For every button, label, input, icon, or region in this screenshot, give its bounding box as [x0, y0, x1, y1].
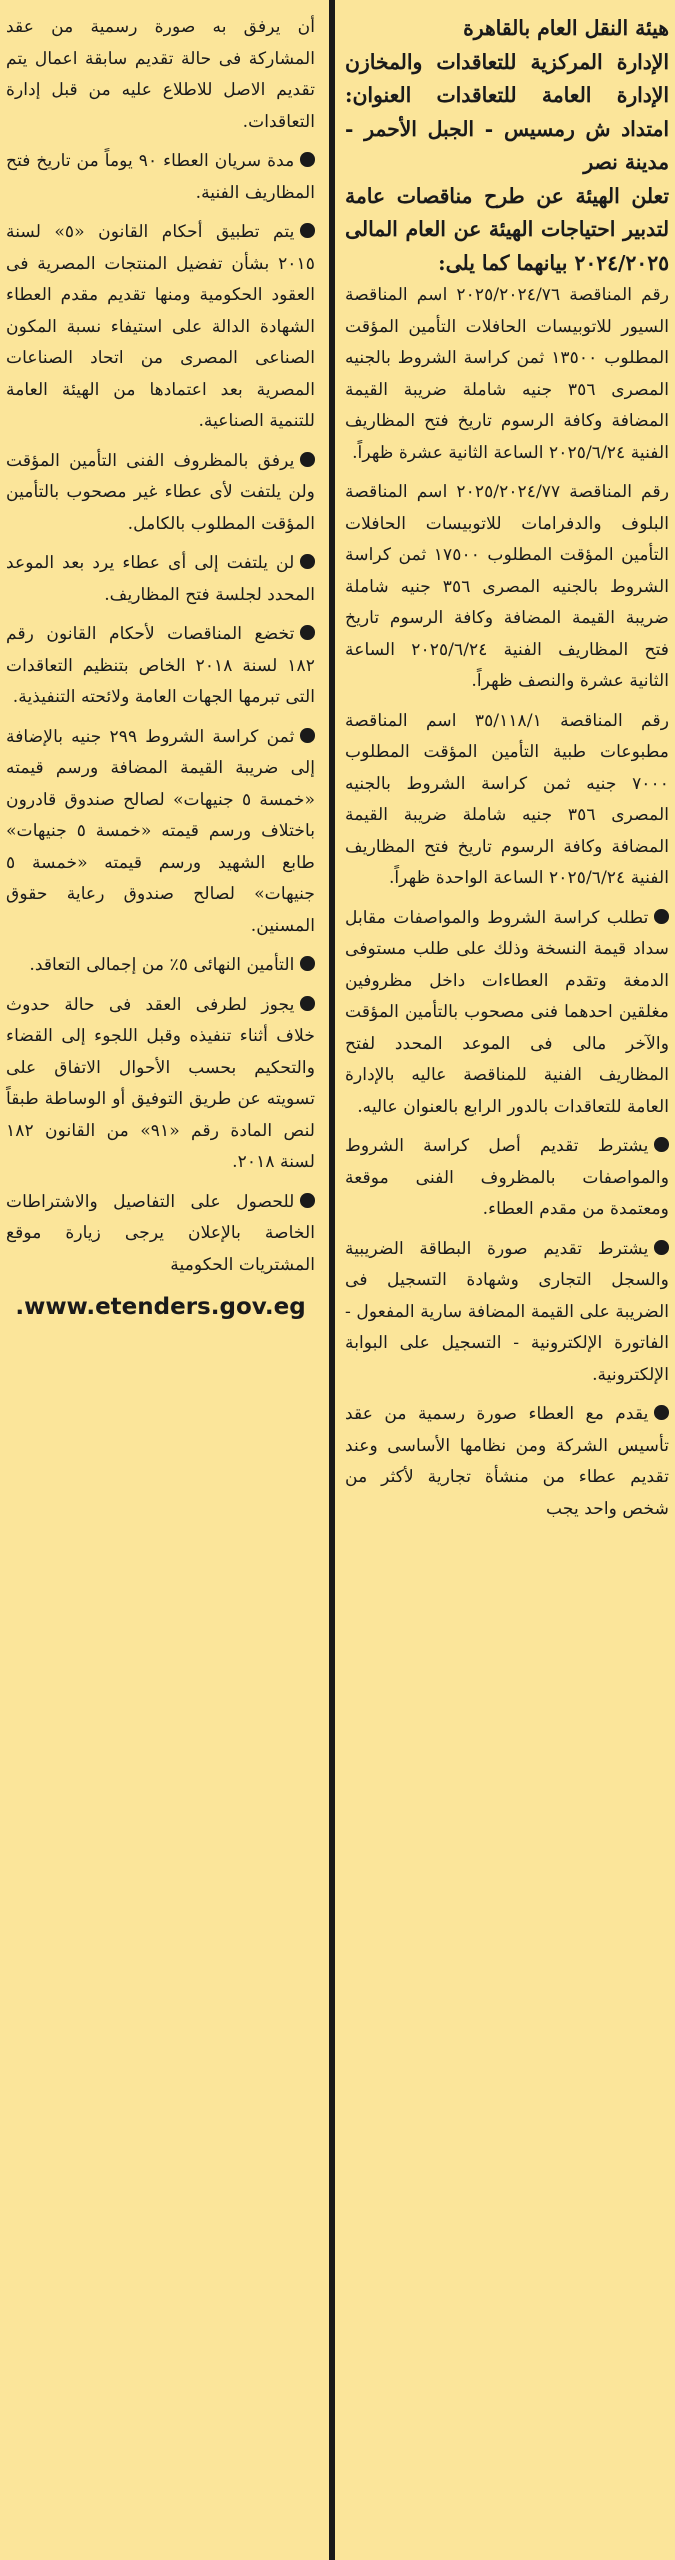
- partnership-contract: [6, 12, 315, 138]
- bullet-icon: [654, 1405, 669, 1420]
- paragraph-text: رقم المناقصة ٣٥/١١٨/١ اسم المناقصة مطبوعات طبية التأمين المؤقت المطلوب ٧٠٠٠ جنيه ثمن كراسة الشروط بالجنيه المصرى ٣٥٦ جنيه شاملة ضريبة القيمة المضافة وكافة الرسوم تاريخ فتح المظاريف الفنية ٢٠٢٥/٦/٢٤ الساعة الواحدة ظهراً.: [345, 710, 670, 888]
- dispute-settlement: [6, 990, 315, 1179]
- paragraph-text: يقدم مع العطاء صورة رسمية من عقد تأسيس الشركة ومن نظامها الأساسى وعند تقديم عطاء من منشأة تجارية لأكثر من شخص واحد يجب: [345, 1404, 669, 1519]
- condition-tax-card: [345, 1234, 669, 1392]
- booklet-price: [6, 722, 315, 943]
- paragraph-text: مدة سريان العطاء ٩٠ يوماً من تاريخ فتح المظاريف الفنية.: [6, 151, 315, 203]
- paragraph-text: يرفق بالمظروف الفنى التأمين المؤقت ولن يلتفت لأى عطاء غير مصحوب بالتأمين المؤقت المطلوب بالكامل.: [6, 450, 315, 534]
- condition-company-contract: [345, 1399, 669, 1525]
- announcement-header: [345, 12, 669, 280]
- bullet-icon: [300, 956, 315, 971]
- paragraph-text: أن يرفق به صورة رسمية من عقد المشاركة فى حالة تقديم سابقة اعمال يتم تقديم الاصل للاطلاع عليه من قبل إدارة التعاقدات.: [6, 17, 315, 132]
- paragraph-text: رقم المناقصة ٢٠٢٥/٢٠٢٤/٧٦ اسم المناقصة السيور للاتوبيسات الحافلات التأمين المؤقت المطلوب ١٣٥٠٠ ثمن كراسة الشروط بالجنيه المصرى ٣٥٦ جنيه شاملة ضريبة القيمة المضافة وكافة الرسوم تاريخ فتح المظاريف الفنية ٢٠٢٥/٦/٢٤ الساعة الثانية عشرة ظهراً.: [345, 285, 669, 463]
- offer-validity: [6, 146, 315, 209]
- late-offers: [6, 548, 315, 611]
- tender-35-118-1: [345, 706, 669, 895]
- bullet-icon: [300, 728, 315, 743]
- paragraph-text: تخضع المناقصات لأحكام القانون رقم ١٨٢ لسنة ٢٠١٨ الخاص بتنظيم التعاقدات التى تبرمها الجهات العامة ولائحته التنفيذية.: [6, 624, 315, 707]
- paragraph-text: يجوز لطرفى العقد فى حالة حدوث خلاف أثناء تنفيذه وقبل اللجوء إلى القضاء والتحكيم بحسب الأحوال الاتفاق على تسويته عن طريق التوفيق أو الوساطة طبقاً لنص المادة رقم «٩١» من القانون ١٨٢ لسنة ٢٠١٨.: [6, 994, 315, 1172]
- column-divider: [329, 0, 335, 2560]
- bullet-icon: [300, 152, 315, 167]
- bullet-icon: [654, 909, 669, 924]
- details-info: [6, 1187, 315, 1282]
- left-column: [0, 0, 325, 2560]
- bullet-icon: [300, 554, 315, 569]
- paragraph-text: تطلب كراسة الشروط والمواصفات مقابل سداد قيمة النسخة وذلك على طلب مستوفى الدمغة وتقدم العطاءات داخل مظروفين مغلقين احدهما فنى مصحوب بالتأمين المؤقت والآخر مالى فى الموعد المحدد لفتح المظاريف الفنية للمناقصة عاليه بالإدارة العامة للتعاقدات بالدور الرابع بالعنوان عاليه.: [345, 907, 669, 1117]
- paragraph-text: ثمن كراسة الشروط ٢٩٩ جنيه بالإضافة إلى ضريبة القيمة المضافة ورسم قيمته «خمسة ٥ جنيهات» لصالح صندوق قادرون باختلاف ورسم قيمته «خمسة ٥ جنيهات» طابع الشهيد ورسم قيمته «خمسة ٥ جنيهات» لصالح صندوق رعاية حقوق المسنين.: [6, 726, 316, 936]
- right-column-body: [345, 280, 669, 1525]
- tender-76: [345, 280, 669, 469]
- tender-77: [345, 477, 669, 698]
- paragraph-text: للحصول على التفاصيل والاشتراطات الخاصة بالإعلان يرجى زيارة موقع المشتريات الحكومية: [6, 1191, 315, 1275]
- bullet-icon: [300, 996, 315, 1011]
- condition-original-booklet: [345, 1131, 669, 1226]
- bullet-icon: [300, 223, 315, 238]
- etenders-link[interactable]: .www.etenders.gov.eg: [15, 1294, 306, 1320]
- condition-booklet-request: [345, 903, 669, 1124]
- temporary-insurance: [6, 446, 315, 541]
- paragraph-text: يشترط تقديم صورة البطاقة الضريبية والسجل التجارى وشهادة التسجيل فى الضريبة على القيمة المضافة سارية المفعول - الفاتورة الإلكترونية - التسجيل على البوابة الإلكترونية.: [345, 1238, 669, 1385]
- bullet-icon: [654, 1137, 669, 1152]
- bullet-icon: [300, 452, 315, 467]
- egyptian-products-law: [6, 217, 315, 438]
- law-182: [6, 619, 315, 714]
- paragraph-text: يشترط تقديم أصل كراسة الشروط والمواصفات بالمظروف الفنى موقعة ومعتمدة من مقدم العطاء.: [345, 1136, 669, 1219]
- bullet-icon: [300, 1193, 315, 1208]
- paragraph-text: التأمين النهائى ٥٪ من إجمالى التعاقد.: [29, 955, 295, 975]
- paragraph-text: لن يلتفت إلى أى عطاء يرد بعد الموعد المحدد لجلسة فتح المظاريف.: [6, 553, 315, 605]
- paragraph-text: رقم المناقصة ٢٠٢٥/٢٠٢٤/٧٧ اسم المناقصة البلوف والدفرامات للاتوبيسات الحافلات التأمين المؤقت المطلوب ١٧٥٠٠ ثمن كراسة الشروط بالجنيه المصرى ٣٥٦ جنيه شاملة ضريبة القيمة المضافة وكافة الرسوم تاريخ فتح المظاريف الفنية ٢٠٢٥/٦/٢٤ الساعة الثانية عشرة والنصف ظهراً.: [345, 482, 669, 691]
- final-insurance: [6, 950, 315, 982]
- department-address: الإدارة المركزية للتعاقدات والمخازن الإدارة العامة للتعاقدات العنوان: امتداد ش رمسيس - الجبل الأحمر - مدينة نصر: [345, 49, 669, 174]
- bullet-icon: [654, 1240, 669, 1255]
- authority-name: هيئة النقل العام بالقاهرة: [463, 16, 669, 40]
- right-column: [335, 0, 675, 2560]
- left-column-body: [6, 12, 315, 1323]
- announcement-intro: تعلن الهيئة عن طرح مناقصات عامة لتدبير احتياجات الهيئة عن العام المالى ٢٠٢٤/٢٠٢٥ بيانهما كما يلى:: [345, 183, 669, 275]
- bullet-icon: [300, 625, 315, 640]
- paragraph-text: يتم تطبيق أحكام القانون «٥» لسنة ٢٠١٥ بشأن تفضيل المنتجات المصرية فى العقود الحكومية ومنها تقديم مقدم العطاء الشهادة الدالة على استيفاء نسبة المكون الصناعى المصرى من اتحاد الصناعات المصرية بعد اعتمادها من الهيئة العامة للتنمية الصناعية.: [6, 222, 315, 431]
